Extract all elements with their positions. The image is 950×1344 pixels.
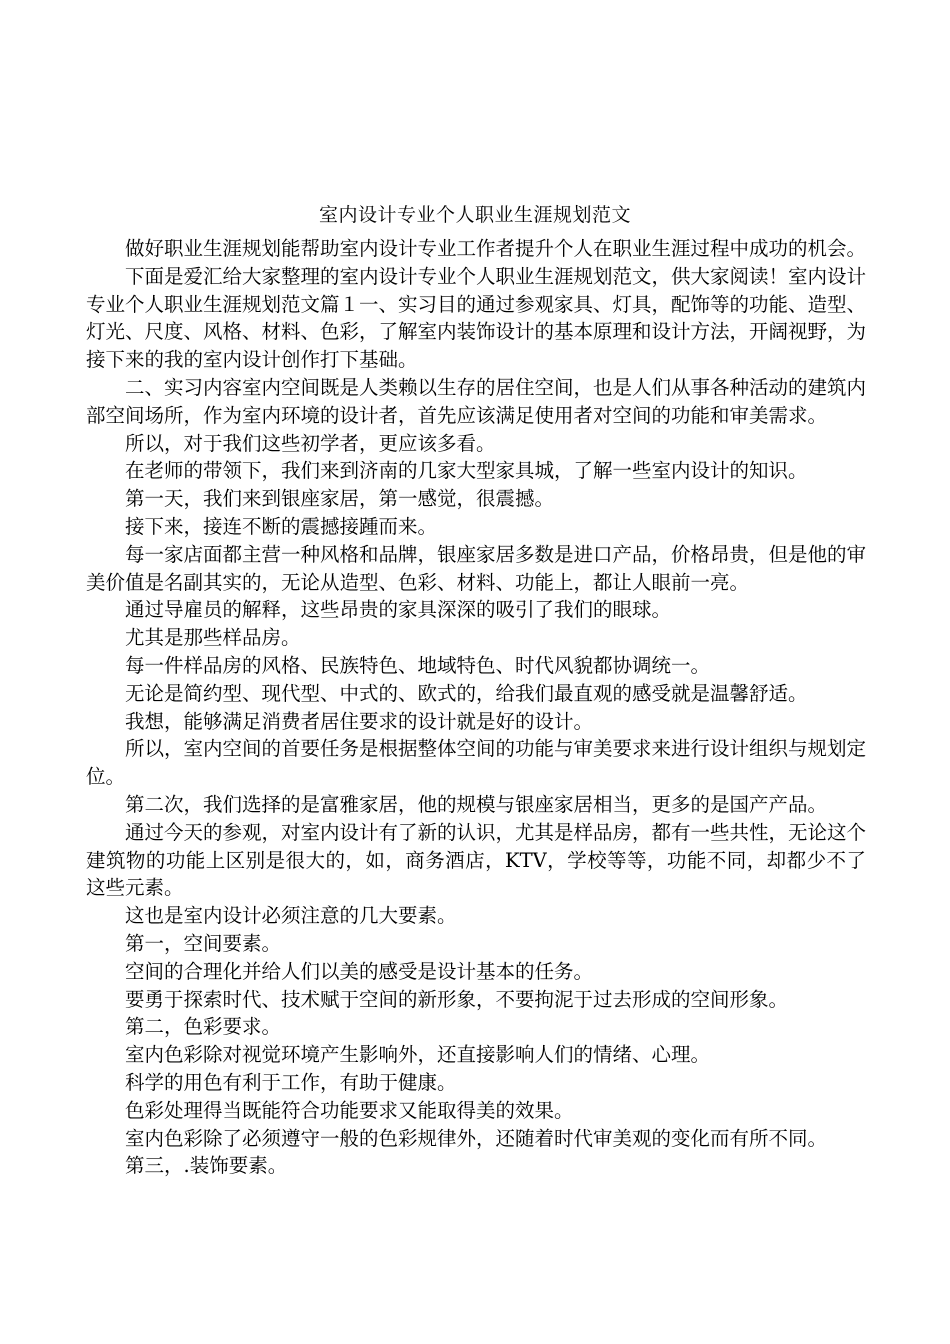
paragraph: 第二，色彩要求。	[125, 1015, 282, 1039]
paragraph: 通过今天的参观，对室内设计有了新的认识，尤其是样品房，都有一些共性，无论这个建筑物的功能上区别是很大的，如，商务酒店，KTV，学校等等，功能不同，却都少不了这些元素。	[86, 820, 867, 900]
document-body	[86, 235, 866, 1180]
paragraph: 室内色彩除对视觉环境产生影响外，还直接影响人们的情绪、心理。	[125, 1043, 711, 1067]
paragraph: 二、实习内容室内空间既是人类赖以生存的居住空间，也是人们从事各种活动的建筑内部空间场所，作为室内环境的设计者，首先应该满足使用者对空间的功能和审美需求。	[86, 375, 867, 427]
paragraph: 第一天，我们来到银座家居，第一感觉，很震撼。	[125, 487, 555, 511]
paragraph: 所以，室内空间的首要任务是根据整体空间的功能与审美要求来进行设计组织与规划定位。	[86, 737, 867, 789]
paragraph: 每一件样品房的风格、民族特色、地域特色、时代风貌都协调统一。	[125, 653, 711, 677]
paragraph: 色彩处理得当既能符合功能要求又能取得美的效果。	[125, 1098, 574, 1122]
paragraph: 这也是室内设计必须注意的几大要素。	[125, 904, 457, 928]
paragraph: 每一家店面都主营一种风格和品牌，银座家居多数是进口产品，价格昂贵，但是他的审美价值是名副其实的，无论从造型、色彩、材料、功能上，都让人眼前一亮。	[86, 542, 867, 594]
paragraph: 在老师的带领下，我们来到济南的几家大型家具城，了解一些室内设计的知识。	[125, 459, 808, 483]
paragraph: 所以，对于我们这些初学者，更应该多看。	[125, 431, 496, 455]
paragraph: 第一，空间要素。	[125, 931, 282, 955]
paragraph: 无论是简约型、现代型、中式的、欧式的，给我们最直观的感受就是温馨舒适。	[125, 681, 808, 705]
paragraph: 接下来，接连不断的震撼接踵而来。	[125, 514, 438, 538]
paragraph: 我想，能够满足消费者居住要求的设计就是好的设计。	[125, 709, 594, 733]
document-title: 室内设计专业个人职业生涯规划范文	[318, 204, 631, 226]
paragraph: 第三，.装饰要素。	[125, 1154, 288, 1178]
paragraph: 下面是爱汇给大家整理的室内设计专业个人职业生涯规划范文，供大家阅读！室内设计专业个人职业生涯规划范文篇１一、实习目的通过参观家具、灯具，配饰等的功能、造型、灯光、尺度、风格、材料、色彩，了解室内装饰设计的基本原理和设计方法，开阔视野，为接下来的我的室内设计创作打下基础。	[86, 264, 867, 372]
paragraph: 尤其是那些样品房。	[125, 626, 301, 650]
paragraph: 通过导雇员的解释，这些昂贵的家具深深的吸引了我们的眼球。	[125, 598, 672, 622]
paragraph: 第二次，我们选择的是富雅家居，他的规模与银座家居相当，更多的是国产产品。	[125, 792, 828, 816]
paragraph: 要勇于探索时代、技术赋于空间的新形象，不要拘泥于过去形成的空间形象。	[125, 987, 789, 1011]
paragraph: 室内色彩除了必须遵守一般的色彩规律外，还随着时代审美观的变化而有所不同。	[125, 1126, 828, 1150]
paragraph: 科学的用色有利于工作，有助于健康。	[125, 1070, 457, 1094]
paragraph: 做好职业生涯规划能帮助室内设计专业工作者提升个人在职业生涯过程中成功的机会。	[125, 237, 867, 260]
paragraph: 空间的合理化并给人们以美的感受是设计基本的任务。	[125, 959, 594, 983]
